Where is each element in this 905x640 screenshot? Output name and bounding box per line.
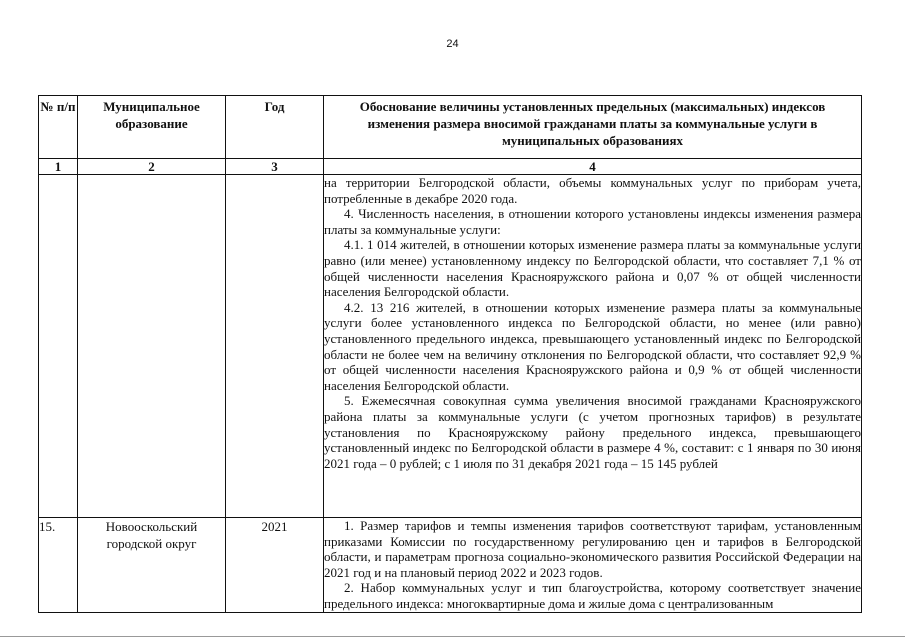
column-number-2: 2 xyxy=(78,159,226,175)
paragraph: 2. Набор коммунальных услуг и тип благоустройства, которому соответствует значение предельного индекса: многоквартирные дома и жилые дома с централизованным xyxy=(324,580,861,611)
header-row xyxy=(39,96,862,159)
paragraph: на территории Белгородской области, объемы коммунальных услуг по приборам учета, потребленные в декабре 2020 года. xyxy=(324,175,861,206)
indices-table xyxy=(38,95,862,613)
column-number-1: 1 xyxy=(39,159,78,175)
paragraph: 4. Численность населения, в отношении которого установлены индексы изменения размера платы за коммунальные услуги: xyxy=(324,206,861,237)
page-bottom-edge xyxy=(0,636,905,637)
paragraph: 4.1. 1 014 жителей, в отношении которых изменение размера платы за коммунальные услуги равно (или менее) установленному индексу по Белгородской области, что составляет 7,1 % от общей численности населения Краснояружского района и 0,07 % от общей численности населения Белгородской области. xyxy=(324,237,861,300)
header-justification: Обоснование величины установленных предельных (максимальных) индексов изменения размера вносимой гражданами платы за коммунальные услуги в муниципальных образованиях xyxy=(324,96,862,159)
header-municipality: Муниципальное образование xyxy=(78,96,226,159)
row-justification xyxy=(324,175,862,518)
column-number-row xyxy=(39,159,862,175)
paragraph: 4.2. 13 216 жителей, в отношении которых изменение размера платы за коммунальные услуги более установленного индекса по Белгородской области, но менее (или равно) установленного предельного индекса, превышающего установленный индекс по Белгородской области не более чем на величину отклонения по Белгородской области, что составляет 92,9 % от общей численности населения Краснояружского района и 0,9 % от общей численности населения Белгородской области. xyxy=(324,299,861,393)
row-justification xyxy=(324,518,862,613)
table-row xyxy=(39,175,862,518)
column-number-3: 3 xyxy=(226,159,324,175)
paragraph: 1. Размер тарифов и темпы изменения тарифов соответствуют тарифам, установленным приказами Комиссии по государственному регулированию цен и тарифов в Белгородской области, и параметрам прогноза социально-экономического развития Российской Федерации на 2021 год и на плановый период 2022 и 2023 годов. xyxy=(324,518,861,580)
row-number xyxy=(39,175,78,518)
row-municipality: Новооскольский городской округ xyxy=(78,518,226,613)
page-number: 24 xyxy=(446,38,459,50)
row-year: 2021 xyxy=(226,518,324,613)
header-year: Год xyxy=(226,96,324,159)
paragraph: 5. Ежемесячная совокупная сумма увеличения вносимой гражданами Краснояружского района платы за коммунальные услуги (с учетом прогнозных тарифов) в результате установления по Краснояружскому району предельного индекса, превышающего установленный индекс по Белгородской области в размере 4 %, составит: с 1 января по 30 июня 2021 года – 0 рублей; с 1 июля по 31 декабря 2021 года – 15 145 рублей xyxy=(324,393,861,471)
row-municipality xyxy=(78,175,226,518)
column-number-4: 4 xyxy=(324,159,862,175)
table-row xyxy=(39,518,862,613)
row-number: 15. xyxy=(39,518,78,613)
header-number: № п/п xyxy=(39,96,78,159)
row-year xyxy=(226,175,324,518)
